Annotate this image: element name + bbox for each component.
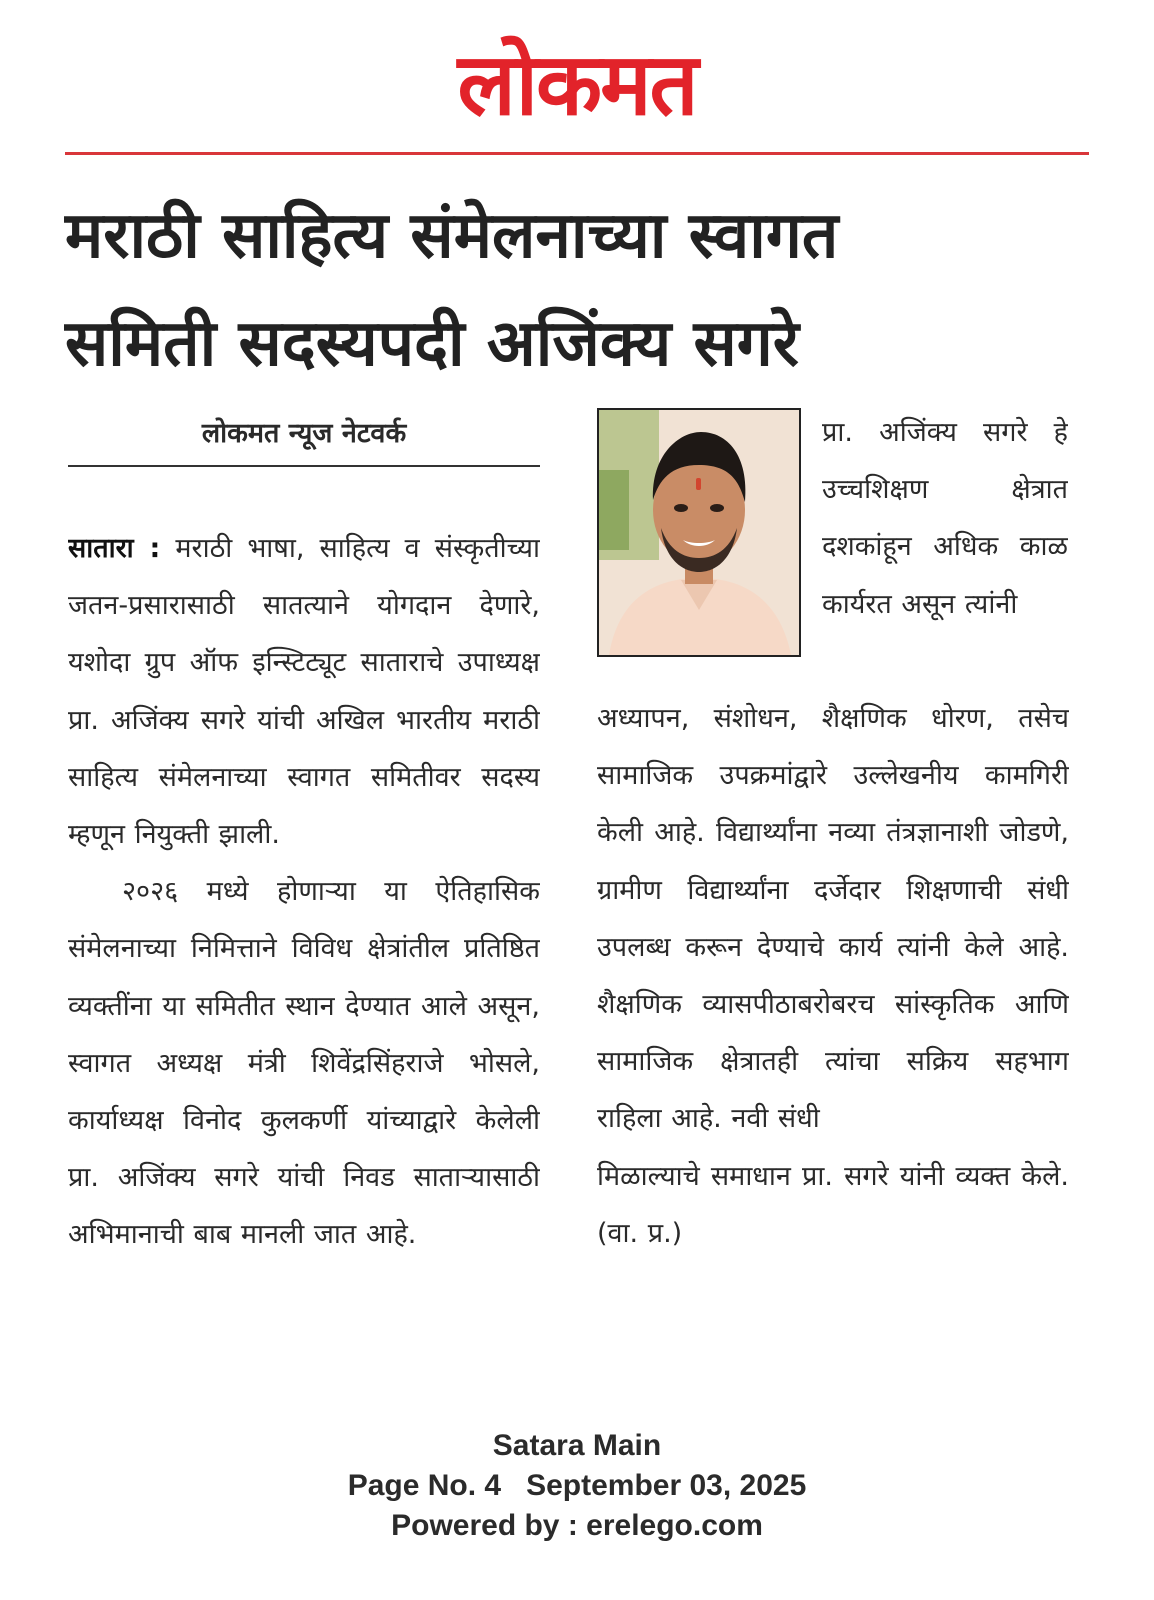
article-column-right-top [822,404,1068,694]
article-column-right-bottom [597,690,1069,1380]
dateline: सातारा : [68,533,161,564]
paragraph-1-text: मराठी भाषा, साहित्य व संस्कृतीच्या जतन-प्रसारासाठी सातत्याने योगदान देणारे, यशोदा ग्रुप ऑफ इन्स्टिट्यूट साताराचे उपाध्यक्ष प्रा. अजिंक्य सगरे यांची अखिल भारतीय मराठी साहित्य संमेलनाच्या स्वागत समितीवर सदस्य म्हणून नियुक्ती झाली. [68,533,540,851]
article-paragraph-1 [68,520,540,863]
page-date-label: Page No. 4 September 03, 2025 [347,1469,807,1502]
right-top-text: प्रा. अजिंक्य सगरे हे उच्चशिक्षण क्षेत्रात दशकांहून अधिक काळ कार्यरत असून त्यांनी [822,417,1068,620]
headline-line-1: मराठी साहित्य संमेलनाच्या स्वागत [65,199,839,273]
right-bottom-text-1: अध्यापन, संशोधन, शैक्षणिक धोरण, तसेच सामाजिक उपक्रमांद्वारे उल्लेखनीय कामगिरी केली आहे. विद्यार्थ्यांना नव्या तंत्रज्ञानाशी जोडणे, ग्रामीण विद्यार्थ्यांना दर्जेदार शिक्षणाची संधी उपलब्ध करून देण्याचे कार्य त्यांनी केले आहे. शैक्षणिक व्यासपीठाबरोबरच सांस्कृतिक आणि सामाजिक क्षेत्रातही त्यांचा सक्रिय सहभाग राहिला आहे. नवी संधी [597,703,1069,1135]
article-paragraph-2: २०२६ मध्ये होणाऱ्या या ऐतिहासिक संमेलनाच्या निमित्ताने विविध क्षेत्रांतील प्रतिष्ठित व्यक्तींना या समितीत स्थान देण्यात आले असून, स्वागत अध्यक्ष मंत्री शिवेंद्रसिंहराजे भोसले, कार्याध्यक्ष विनोद कुलकर्णी यांच्याद्वारे केलेली प्रा. अजिंक्य सगरे यांची निवड साताऱ्यासाठी अभिमानाची बाब मानली जात आहे. [68,876,540,1251]
byline-divider [68,465,540,467]
article-column-left [68,520,540,1380]
portrait-illustration [599,410,799,655]
powered-by-label: Powered by : erelego.com [391,1509,763,1542]
headline-line-2: समिती सदस्यपदी अजिंक्य सगरे [65,307,799,381]
page-footer [0,1426,1154,1546]
masthead-divider [65,152,1089,155]
masthead [0,30,1154,140]
right-bottom-text-2: मिळाल्याचे समाधान प्रा. सगरे यांनी व्यक्त केले. (वा. प्र.) [597,1160,1069,1249]
edition-label: Satara Main [492,1429,662,1462]
portrait-photo [597,408,801,657]
newspaper-logo: लोकमत [457,35,697,135]
byline: लोकमत न्यूज नेटवर्क [201,418,407,449]
article-headline [65,182,1089,398]
